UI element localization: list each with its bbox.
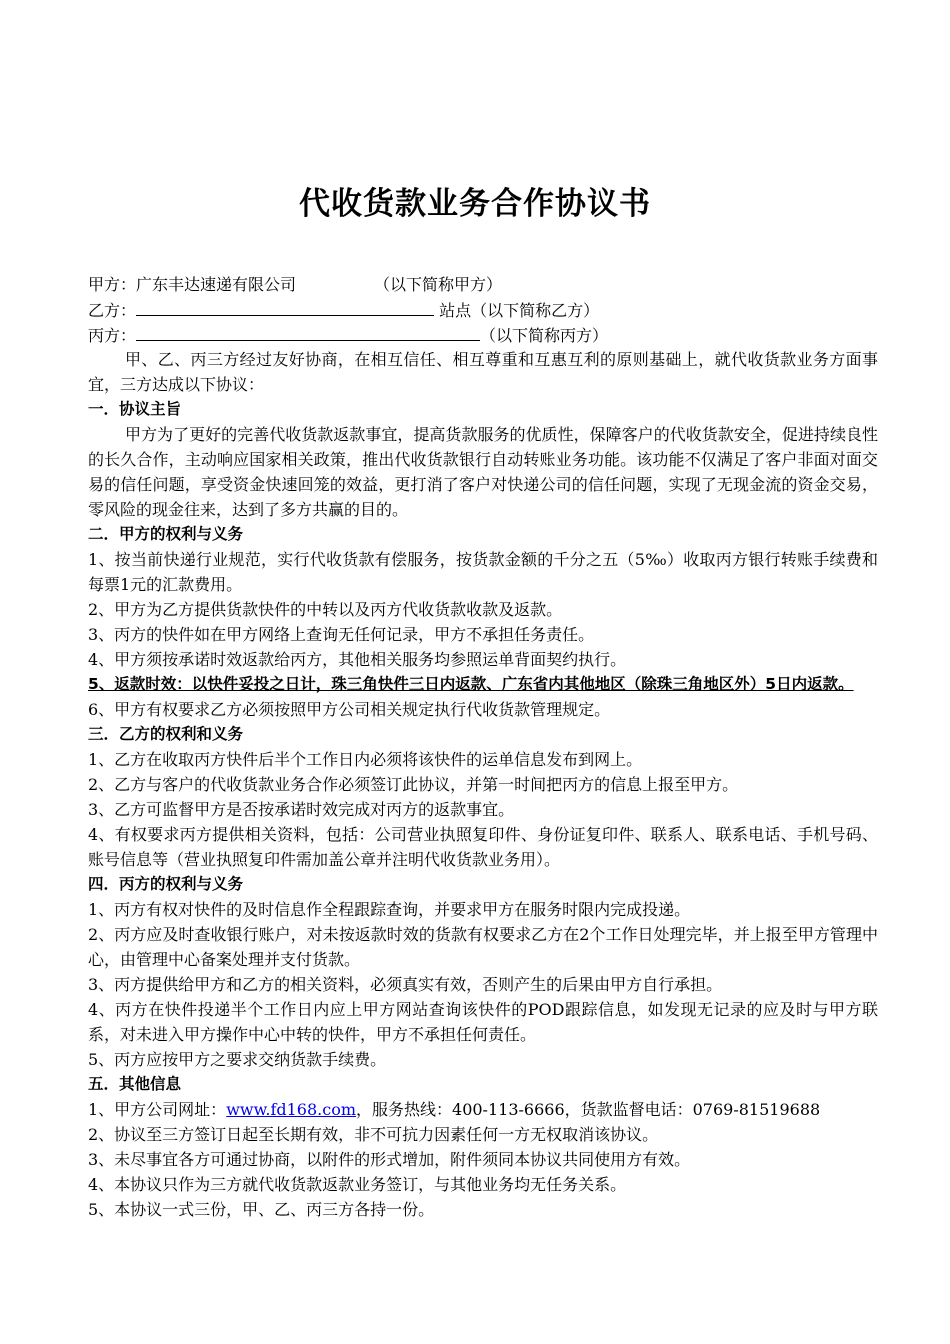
section-5-item-2: 2、协议至三方签订日起至长期有效，非不可抗力因素任何一方无权取消该协议。	[88, 1125, 659, 1144]
section-4-item-4: 4、丙方在快件投递半个工作日内应上甲方网站查询该快件的POD跟踪信息，如发现无记录的应及时与甲方联系，对未进入甲方操作中心中转的快件，甲方不承担任何责任。	[88, 1000, 878, 1044]
section-4-heading: 四．丙方的权利与义务	[88, 875, 244, 893]
section-2-item-4: 4、甲方须按承诺时效返款给丙方，其他相关服务均参照运单背面契约执行。	[88, 650, 627, 669]
party-b-label: 乙方：	[88, 301, 137, 320]
party-a-label: 甲方：	[88, 275, 137, 294]
section-4-item-5: 5、丙方应按甲方之要求交纳货款手续费。	[88, 1050, 387, 1069]
document-body	[88, 272, 878, 1222]
section-3-item-2: 2、乙方与客户的代收货款业务合作必须签订此协议，并第一时间把丙方的信息上报至甲方。	[88, 775, 739, 794]
section-4-item-3: 3、丙方提供给甲方和乙方的相关资料，必须真实有效，否则产生的后果由甲方自行承担。	[88, 975, 723, 994]
party-c-blank[interactable]	[136, 322, 480, 341]
intro-paragraph: 甲、乙、丙三方经过友好协商，在相互信任、相互尊重和互惠互利的原则基础上，就代收货款业务方面事宜，三方达成以下协议：	[88, 350, 878, 394]
party-c-note: （以下简称丙方）	[480, 326, 609, 345]
section-4-item-2: 2、丙方应及时查收银行账户，对未按返款时效的货款有权要求乙方在2个工作日处理完毕，并上报至甲方管理中心，由管理中心备案处理并支付货款。	[88, 925, 878, 969]
section-3-item-4: 4、有权要求丙方提供相关资料，包括：公司营业执照复印件、身份证复印件、联系人、联系电话、手机号码、账号信息等（营业执照复印件需加盖公章并注明代收货款业务用）。	[88, 825, 878, 869]
section-1-text: 甲方为了更好的完善代收货款返款事宜，提高货款服务的优质性，保障客户的代收货款安全，促进持续良性的长久合作，主动响应国家相关政策，推出代收货款银行自动转账业务功能。该功能不仅满足了客户非面对面交易的信任问题，享受资金快速回笼的效益，更打消了客户对快递公司的信任问题，实现了无现金流的资金交易，零风险的现金往来，达到了多方共赢的目的。	[88, 425, 878, 519]
hotline-text: ，服务热线：400-113-6666，货款监督电话：0769-81519688	[356, 1100, 821, 1119]
section-2-item-2: 2、甲方为乙方提供货款快件的中转以及丙方代收货款收款及返款。	[88, 600, 563, 619]
website-label: 1、甲方公司网址：	[88, 1100, 227, 1119]
section-1-heading: 一．协议主旨	[88, 400, 182, 418]
document-title: 代收货款业务合作协议书	[299, 186, 651, 222]
section-2-item-5: 5、返款时效：以快件妥投之日计，珠三角快件三日内返款、广东省内其他地区（除珠三角地区外）5日内返款。	[88, 675, 854, 693]
section-4-item-1: 1、丙方有权对快件的及时信息作全程跟踪查询，并要求甲方在服务时限内完成投递。	[88, 900, 691, 919]
section-5-item-4: 4、本协议只作为三方就代收货款返款业务签订，与其他业务均无任务关系。	[88, 1175, 627, 1194]
section-2-heading: 二．甲方的权利与义务	[88, 525, 244, 543]
party-a-line	[88, 272, 878, 297]
party-c-line	[88, 322, 878, 347]
section-2-item-3: 3、丙方的快件如在甲方网络上查询无任何记录，甲方不承担任务责任。	[88, 625, 595, 644]
section-3-heading: 三．乙方的权利和义务	[88, 725, 244, 743]
party-b-blank[interactable]	[136, 297, 434, 316]
party-b-note: 站点（以下简称乙方）	[439, 301, 600, 320]
section-3-item-1: 1、乙方在收取丙方快件后半个工作日内必须将该快件的运单信息发布到网上。	[88, 750, 643, 769]
website-link[interactable]: www.fd168.com	[226, 1100, 357, 1119]
section-2-item-6: 6、甲方有权要求乙方必须按照甲方公司相关规定执行代收货款管理规定。	[88, 700, 611, 719]
section-3-item-3: 3、乙方可监督甲方是否按承诺时效完成对丙方的返款事宜。	[88, 800, 515, 819]
party-a-note: （以下简称甲方）	[374, 275, 503, 294]
section-2-item-1: 1、按当前快递行业规范，实行代收货款有偿服务，按货款金额的千分之五（5‰）收取丙方银行转账手续费和每票1元的汇款费用。	[88, 550, 878, 594]
section-5-item-3: 3、未尽事宜各方可通过协商，以附件的形式增加，附件须同本协议共同使用方有效。	[88, 1150, 691, 1169]
section-5-item-1	[88, 1097, 878, 1122]
party-a-name: 广东丰达速递有限公司	[136, 275, 297, 294]
section-5-heading: 五．其他信息	[88, 1075, 182, 1093]
section-5-item-5: 5、本协议一式三份，甲、乙、丙三方各持一份。	[88, 1200, 435, 1219]
party-c-label: 丙方：	[88, 326, 137, 345]
party-b-line	[88, 297, 878, 322]
